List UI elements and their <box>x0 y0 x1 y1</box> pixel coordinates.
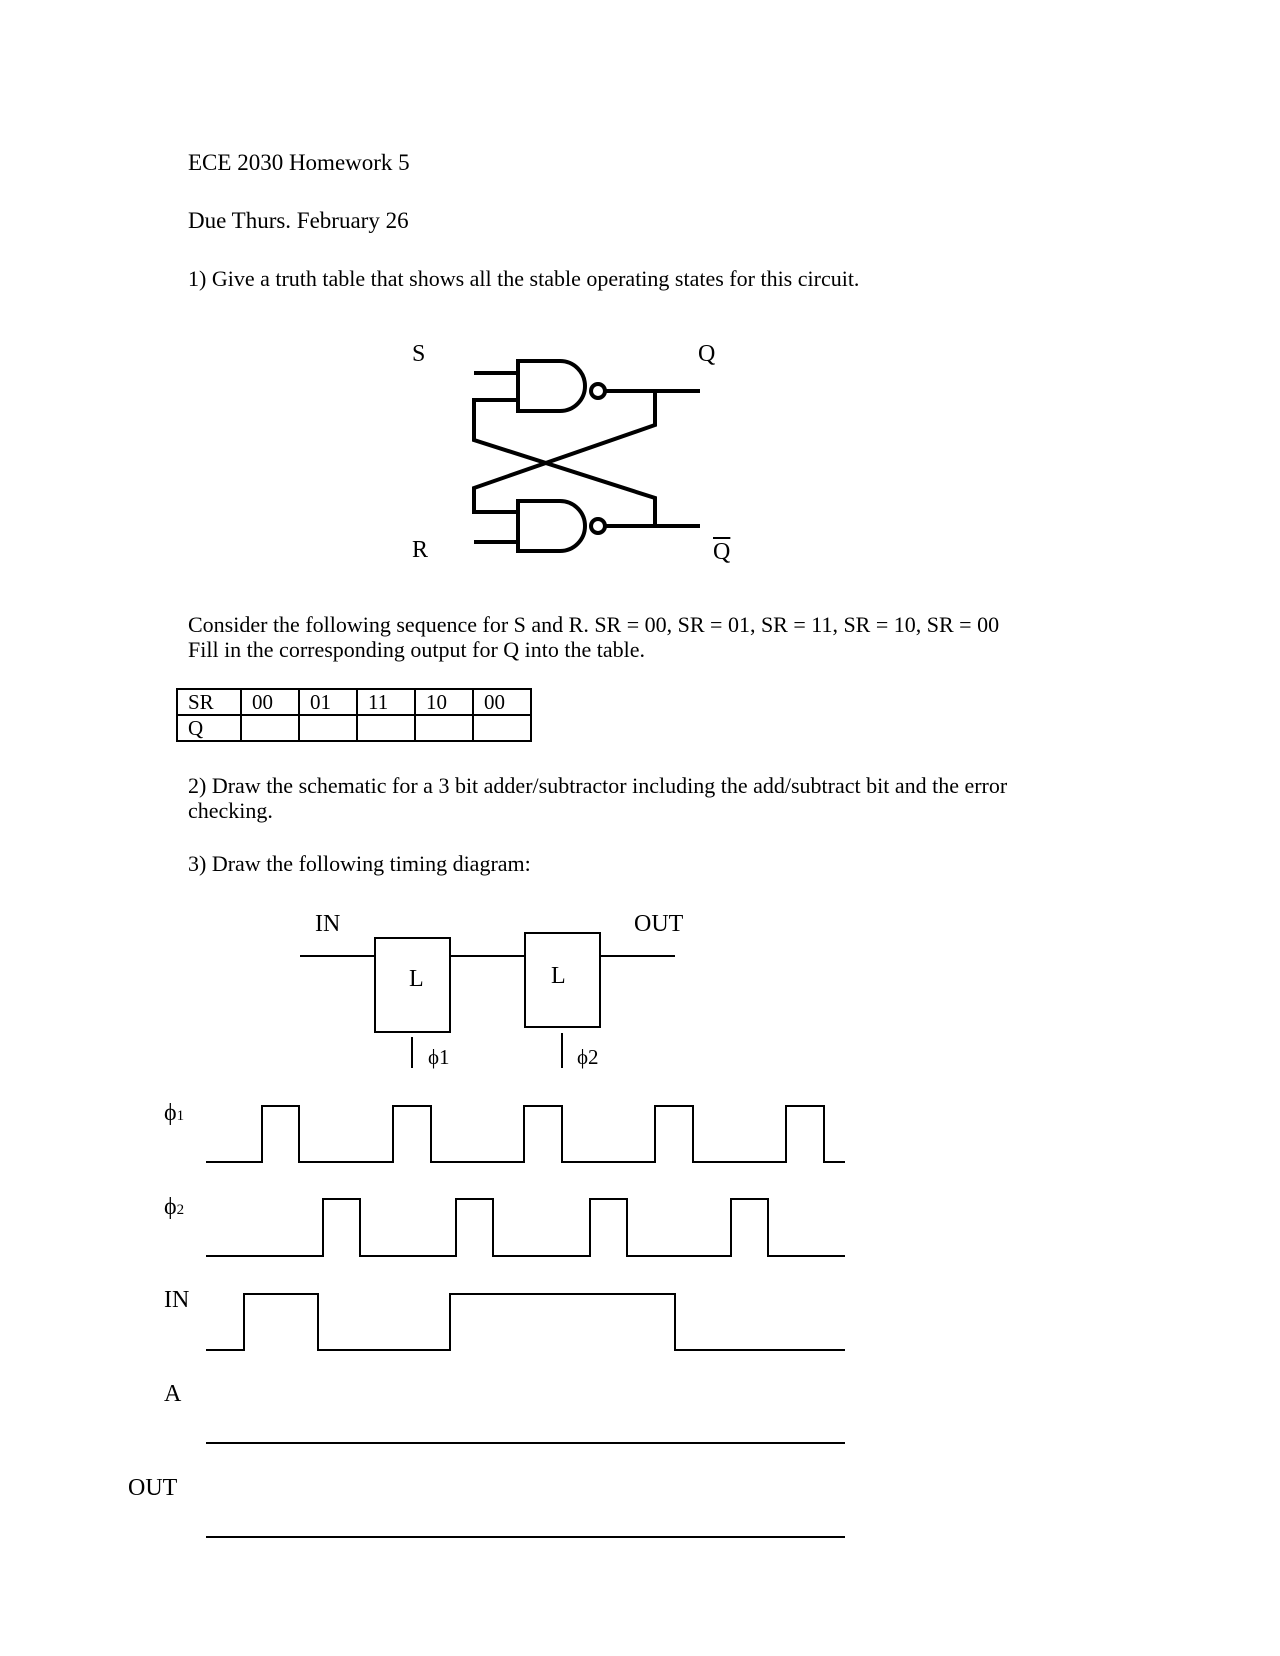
phi1-subscript: 1 <box>176 1108 185 1124</box>
question-1-prompt: 1) Give a truth table that shows all the stable operating states for this circuit. <box>188 266 860 291</box>
q-answer-cell[interactable] <box>357 715 415 741</box>
sr-cell: 11 <box>357 689 415 715</box>
out-row-label: OUT <box>128 1475 178 1501</box>
phi-symbol: ϕ <box>164 1100 177 1126</box>
latch-1-label: L <box>409 966 424 992</box>
q-answer-cell[interactable] <box>473 715 531 741</box>
upper-nand-bubble <box>591 384 605 398</box>
s-input-label: S <box>412 341 426 367</box>
upper-nand-gate <box>518 361 585 411</box>
phi2-subscript: 2 <box>176 1202 185 1218</box>
phi2-row-label <box>164 1195 184 1219</box>
q-answer-cell[interactable] <box>299 715 357 741</box>
homework-title: ECE 2030 Homework 5 <box>188 150 410 175</box>
in-waveform <box>206 1294 845 1350</box>
in-row-label: IN <box>164 1287 190 1313</box>
due-date: Due Thurs. February 26 <box>188 208 409 233</box>
q-answer-cell[interactable] <box>241 715 299 741</box>
latch-2-clock-label: ϕ2 <box>577 1045 599 1069</box>
question-2-line-1: 2) Draw the schematic for a 3 bit adder/subtractor including the add/subtract bit and the error <box>188 773 1008 798</box>
qbar-output-label: $\overline{Q}$ <box>713 539 731 565</box>
phi-symbol: ϕ <box>164 1194 177 1220</box>
lower-nand-gate <box>518 501 585 551</box>
fill-instruction: Fill in the corresponding output for Q into the table. <box>188 637 646 662</box>
question-3-prompt: 3) Draw the following timing diagram: <box>188 851 531 876</box>
latch-2-label: L <box>551 963 566 989</box>
r-input-label: R <box>412 537 429 563</box>
q-answer-cell[interactable] <box>415 715 473 741</box>
latch-1-clock-label: ϕ1 <box>428 1045 450 1069</box>
q-output-label: Q <box>698 341 716 367</box>
sr-q-table <box>176 688 532 742</box>
phi1-waveform <box>206 1106 845 1162</box>
sr-cell: 00 <box>473 689 531 715</box>
feedback-q-to-lower <box>474 391 655 512</box>
q-row-header: Q <box>177 715 241 741</box>
question-2-line-2: checking. <box>188 798 273 823</box>
table-row <box>177 715 531 741</box>
feedback-qbar-to-upper <box>474 400 655 526</box>
lower-nand-bubble <box>591 519 605 533</box>
a-row-label: A <box>164 1381 182 1407</box>
block-out-label: OUT <box>634 911 684 937</box>
phi2-waveform <box>206 1199 845 1256</box>
sequence-instruction: Consider the following sequence for S and R. SR = 00, SR = 01, SR = 11, SR = 10, SR = 00 <box>188 612 1000 637</box>
block-in-label: IN <box>315 911 341 937</box>
phi1-row-label <box>164 1101 184 1125</box>
sr-cell: 00 <box>241 689 299 715</box>
sr-cell: 10 <box>415 689 473 715</box>
table-row <box>177 689 531 715</box>
sr-cell: 01 <box>299 689 357 715</box>
sr-row-header: SR <box>177 689 241 715</box>
